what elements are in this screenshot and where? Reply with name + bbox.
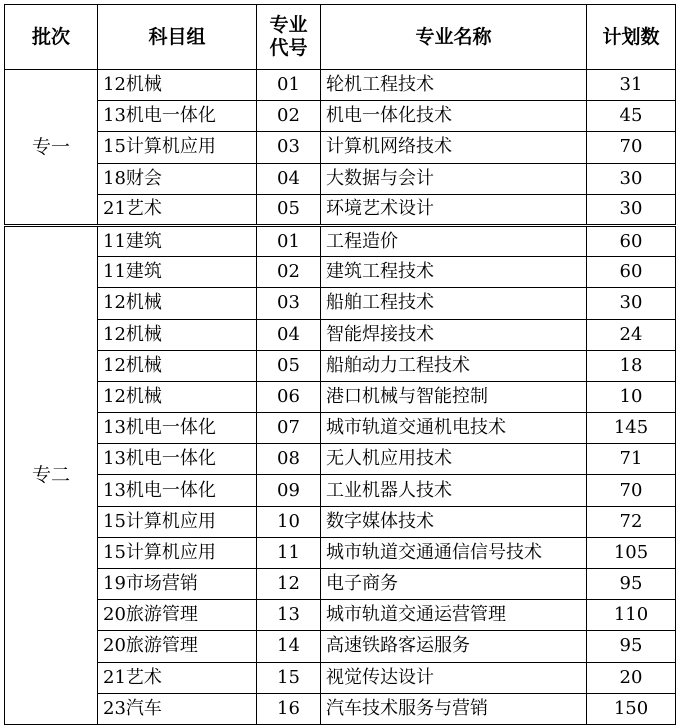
major-code-cell: 06 bbox=[257, 381, 321, 412]
major-code-cell: 04 bbox=[257, 319, 321, 350]
table-row bbox=[5, 600, 676, 631]
header-subject-group: 科目组 bbox=[98, 5, 257, 70]
plan-count-cell: 95 bbox=[587, 631, 676, 662]
subject-group-cell: 12机械 bbox=[98, 319, 257, 350]
major-code-cell: 05 bbox=[257, 194, 321, 225]
header-batch: 批次 bbox=[5, 5, 98, 70]
plan-count-cell: 110 bbox=[587, 600, 676, 631]
plan-count-cell: 45 bbox=[587, 101, 676, 132]
subject-group-cell: 15计算机应用 bbox=[98, 506, 257, 537]
major-code-cell: 14 bbox=[257, 631, 321, 662]
plan-count-cell: 95 bbox=[587, 569, 676, 600]
table-row bbox=[5, 444, 676, 475]
table-row bbox=[5, 475, 676, 506]
table-body bbox=[5, 70, 676, 725]
plan-count-cell: 70 bbox=[587, 475, 676, 506]
table-row bbox=[5, 662, 676, 693]
plan-count-cell: 105 bbox=[587, 537, 676, 568]
subject-group-cell: 23汽车 bbox=[98, 693, 257, 724]
subject-group-cell: 11建筑 bbox=[98, 257, 257, 288]
major-code-cell: 05 bbox=[257, 350, 321, 381]
plan-count-cell: 10 bbox=[587, 381, 676, 412]
subject-group-cell: 12机械 bbox=[98, 350, 257, 381]
table-row bbox=[5, 631, 676, 662]
major-code-cell: 04 bbox=[257, 163, 321, 194]
major-code-cell: 13 bbox=[257, 600, 321, 631]
major-name-cell: 城市轨道交通机电技术 bbox=[321, 413, 587, 444]
subject-group-cell: 13机电一体化 bbox=[98, 413, 257, 444]
subject-group-cell: 19市场营销 bbox=[98, 569, 257, 600]
plan-count-cell: 71 bbox=[587, 444, 676, 475]
table-row bbox=[5, 350, 676, 381]
plan-count-cell: 30 bbox=[587, 163, 676, 194]
header-major-code bbox=[257, 5, 321, 70]
major-name-cell: 港口机械与智能控制 bbox=[321, 381, 587, 412]
plan-count-cell: 60 bbox=[587, 257, 676, 288]
batch-cell: 专二 bbox=[5, 225, 98, 724]
major-code-cell: 15 bbox=[257, 662, 321, 693]
plan-count-cell: 30 bbox=[587, 194, 676, 225]
plan-count-cell: 24 bbox=[587, 319, 676, 350]
major-code-cell: 01 bbox=[257, 225, 321, 256]
major-name-cell: 环境艺术设计 bbox=[321, 194, 587, 225]
major-code-cell: 03 bbox=[257, 132, 321, 163]
table-row bbox=[5, 288, 676, 319]
table-row bbox=[5, 257, 676, 288]
major-name-cell: 机电一体化技术 bbox=[321, 101, 587, 132]
major-code-cell: 02 bbox=[257, 257, 321, 288]
table-row bbox=[5, 163, 676, 194]
subject-group-cell: 18财会 bbox=[98, 163, 257, 194]
subject-group-cell: 13机电一体化 bbox=[98, 444, 257, 475]
major-name-cell: 轮机工程技术 bbox=[321, 70, 587, 101]
header-major-code-line1: 专业 bbox=[269, 14, 308, 36]
batch-cell: 专一 bbox=[5, 70, 98, 226]
subject-group-cell: 13机电一体化 bbox=[98, 475, 257, 506]
major-name-cell: 工程造价 bbox=[321, 225, 587, 256]
major-name-cell: 工业机器人技术 bbox=[321, 475, 587, 506]
plan-count-cell: 31 bbox=[587, 70, 676, 101]
major-code-cell: 01 bbox=[257, 70, 321, 101]
major-name-cell: 船舶工程技术 bbox=[321, 288, 587, 319]
header-plan-count: 计划数 bbox=[587, 5, 676, 70]
table-row bbox=[5, 381, 676, 412]
major-name-cell: 数字媒体技术 bbox=[321, 506, 587, 537]
table-row bbox=[5, 319, 676, 350]
major-code-cell: 16 bbox=[257, 693, 321, 724]
table-row bbox=[5, 194, 676, 225]
major-name-cell: 汽车技术服务与营销 bbox=[321, 693, 587, 724]
major-code-cell: 07 bbox=[257, 413, 321, 444]
subject-group-cell: 12机械 bbox=[98, 70, 257, 101]
table-row bbox=[5, 70, 676, 101]
major-code-cell: 08 bbox=[257, 444, 321, 475]
major-code-cell: 10 bbox=[257, 506, 321, 537]
plan-count-cell: 72 bbox=[587, 506, 676, 537]
table-row bbox=[5, 506, 676, 537]
table-row bbox=[5, 101, 676, 132]
major-name-cell: 智能焊接技术 bbox=[321, 319, 587, 350]
subject-group-cell: 20旅游管理 bbox=[98, 600, 257, 631]
subject-group-cell: 15计算机应用 bbox=[98, 537, 257, 568]
subject-group-cell: 15计算机应用 bbox=[98, 132, 257, 163]
major-name-cell: 高速铁路客运服务 bbox=[321, 631, 587, 662]
major-name-cell: 视觉传达设计 bbox=[321, 662, 587, 693]
table-row bbox=[5, 537, 676, 568]
table-row bbox=[5, 693, 676, 724]
plan-count-cell: 18 bbox=[587, 350, 676, 381]
subject-group-cell: 20旅游管理 bbox=[98, 631, 257, 662]
major-name-cell: 城市轨道交通通信信号技术 bbox=[321, 537, 587, 568]
major-code-cell: 12 bbox=[257, 569, 321, 600]
subject-group-cell: 11建筑 bbox=[98, 225, 257, 256]
enrollment-plan-table bbox=[4, 4, 676, 725]
major-name-cell: 大数据与会计 bbox=[321, 163, 587, 194]
subject-group-cell: 12机械 bbox=[98, 381, 257, 412]
subject-group-cell: 13机电一体化 bbox=[98, 101, 257, 132]
table-row bbox=[5, 413, 676, 444]
major-code-cell: 03 bbox=[257, 288, 321, 319]
header-major-name: 专业名称 bbox=[321, 5, 587, 70]
major-name-cell: 城市轨道交通运营管理 bbox=[321, 600, 587, 631]
major-code-cell: 09 bbox=[257, 475, 321, 506]
plan-count-cell: 150 bbox=[587, 693, 676, 724]
table-row bbox=[5, 569, 676, 600]
major-name-cell: 电子商务 bbox=[321, 569, 587, 600]
major-code-cell: 11 bbox=[257, 537, 321, 568]
plan-count-cell: 30 bbox=[587, 288, 676, 319]
subject-group-cell: 12机械 bbox=[98, 288, 257, 319]
plan-count-cell: 70 bbox=[587, 132, 676, 163]
plan-count-cell: 20 bbox=[587, 662, 676, 693]
plan-count-cell: 60 bbox=[587, 225, 676, 256]
major-name-cell: 计算机网络技术 bbox=[321, 132, 587, 163]
subject-group-cell: 21艺术 bbox=[98, 194, 257, 225]
major-name-cell: 无人机应用技术 bbox=[321, 444, 587, 475]
major-code-cell: 02 bbox=[257, 101, 321, 132]
major-name-cell: 建筑工程技术 bbox=[321, 257, 587, 288]
plan-count-cell: 145 bbox=[587, 413, 676, 444]
table-row bbox=[5, 225, 676, 256]
major-name-cell: 船舶动力工程技术 bbox=[321, 350, 587, 381]
header-major-code-line2: 代号 bbox=[269, 37, 308, 59]
table-row bbox=[5, 132, 676, 163]
subject-group-cell: 21艺术 bbox=[98, 662, 257, 693]
header-row bbox=[5, 5, 676, 70]
